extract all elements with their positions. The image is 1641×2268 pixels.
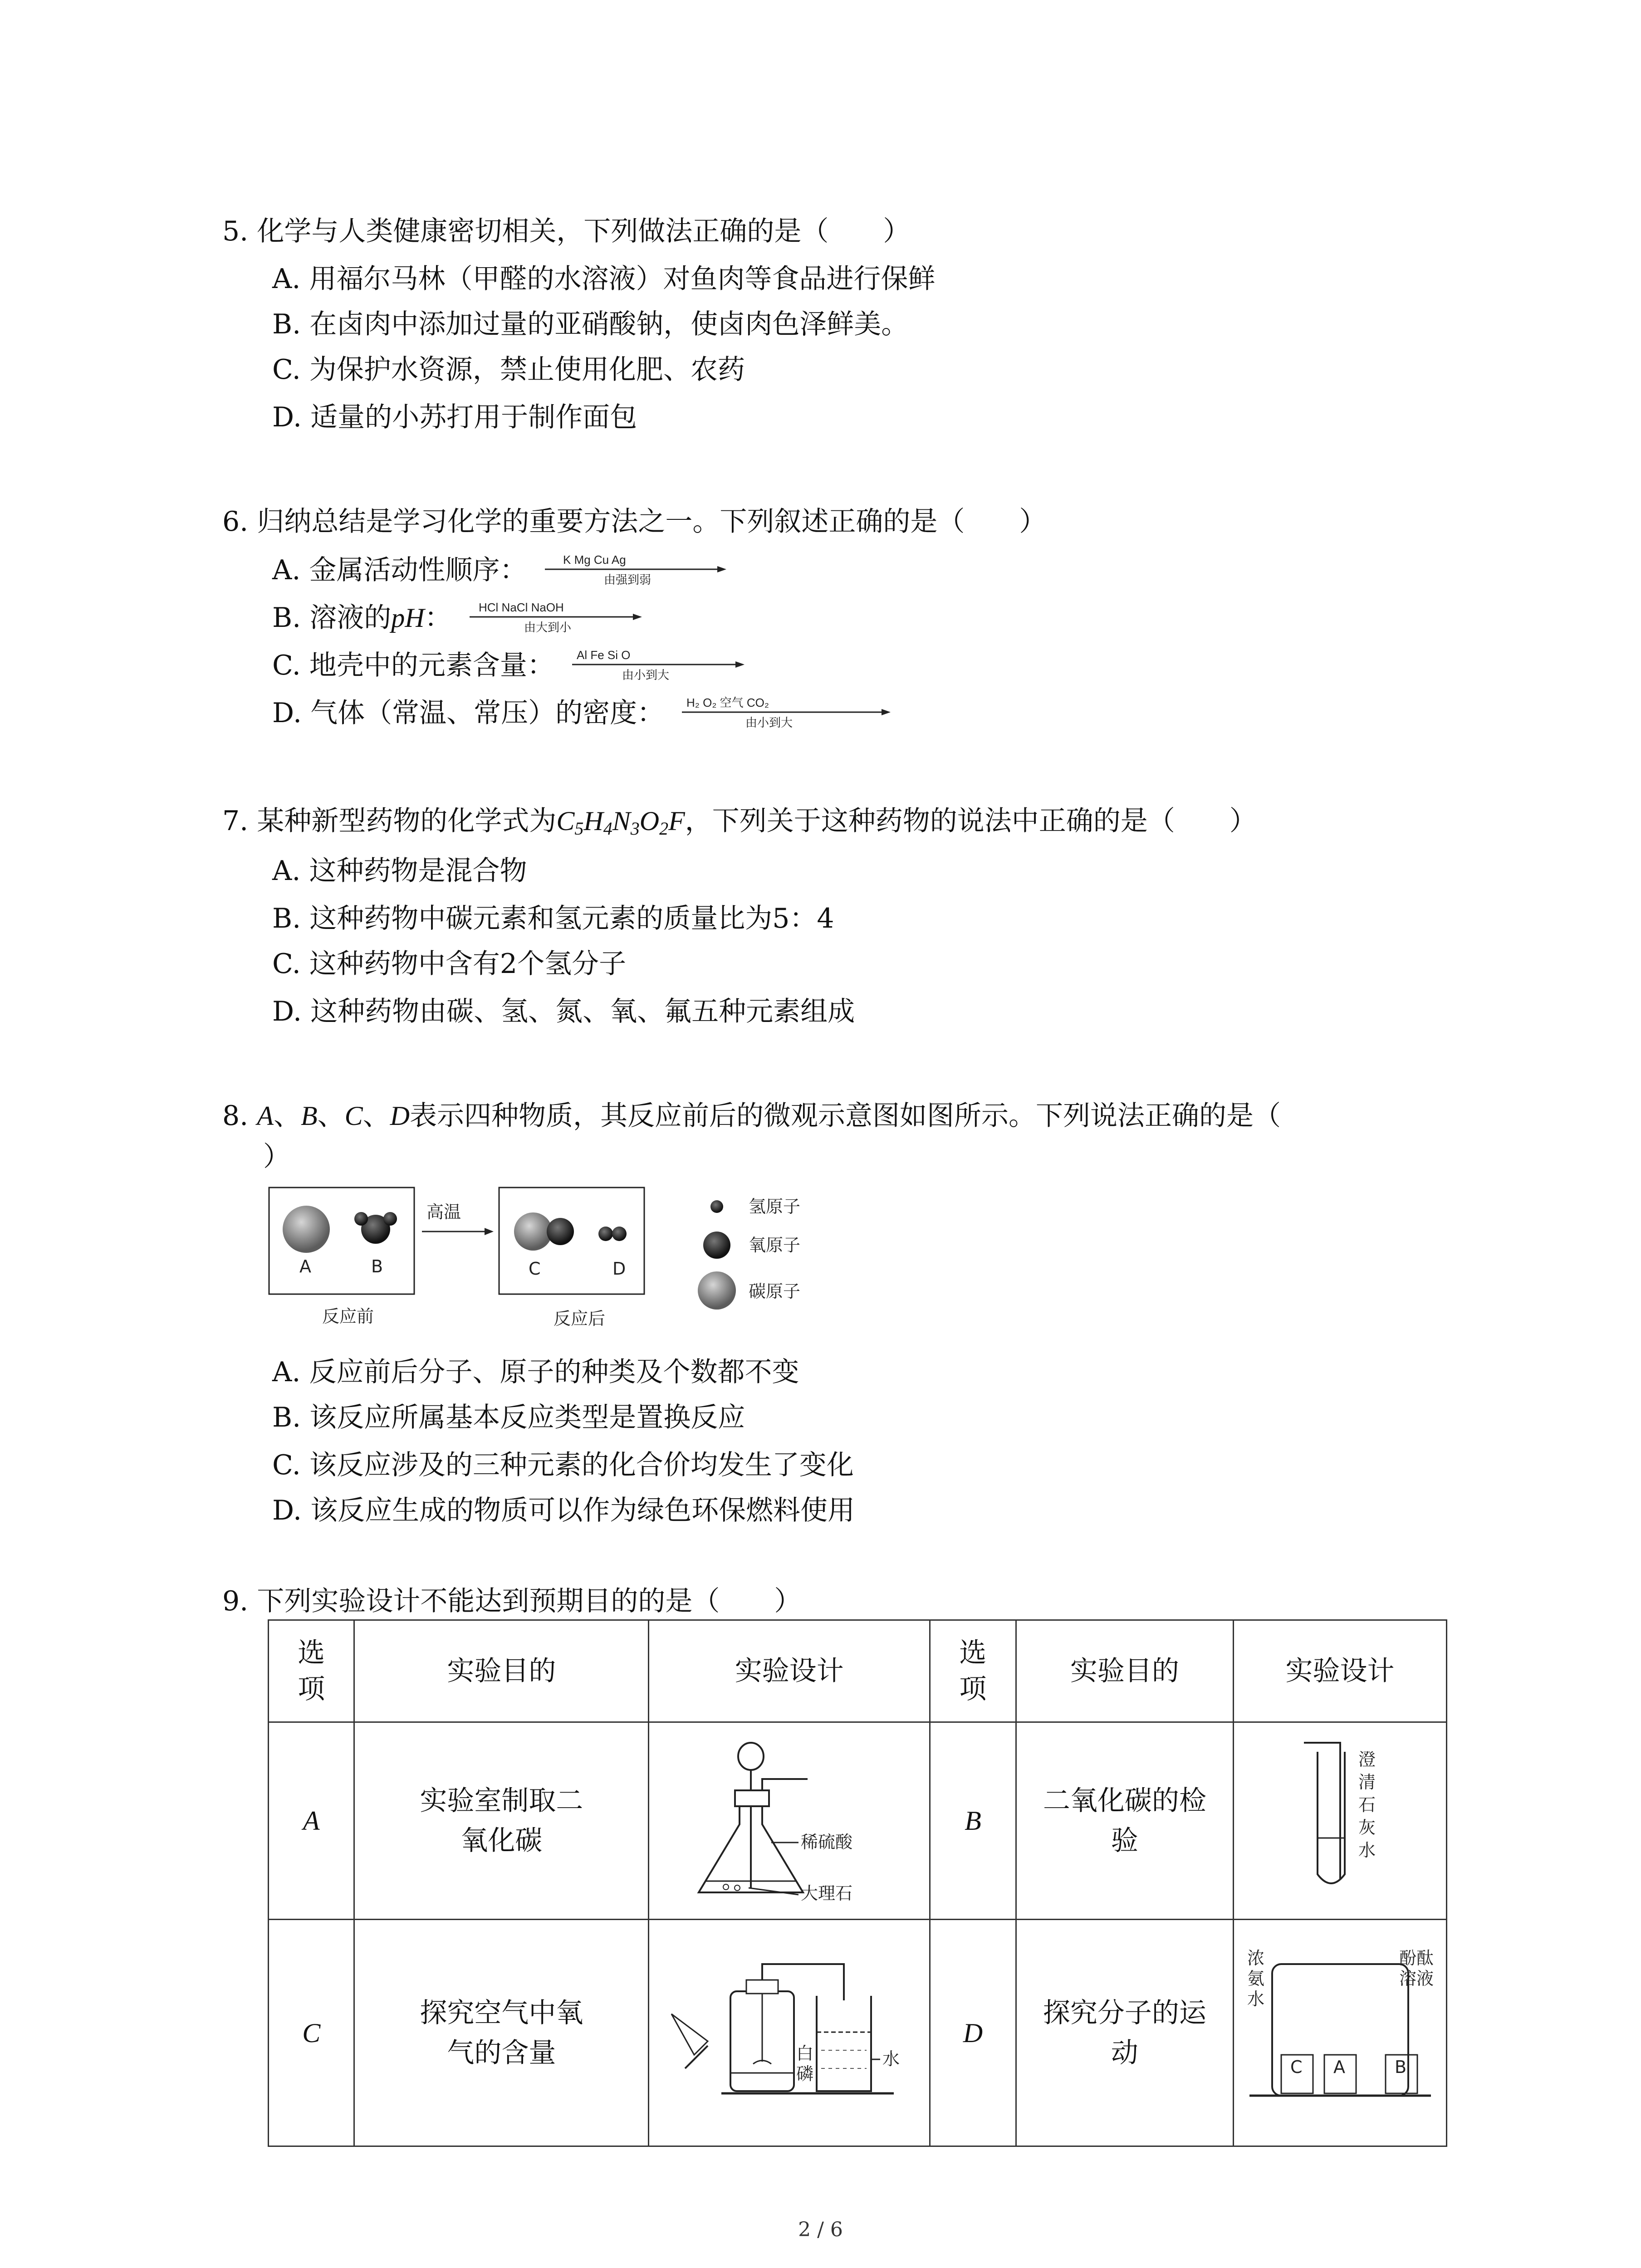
arrow-crust-elements	[563, 646, 754, 683]
q7-stem-pre: 7. 某种新型药物的化学式为	[222, 805, 557, 837]
beaker-b: B	[1394, 2057, 1406, 2077]
q6-option-b-pre: B. 溶液的	[272, 602, 392, 634]
legend-carbon-icon	[698, 1271, 736, 1310]
q6-option-c	[272, 646, 754, 684]
label-after: 反应后	[554, 1309, 606, 1329]
reaction-condition: 高温	[426, 1202, 461, 1222]
hydrogen-atom-d1	[598, 1227, 613, 1241]
q6-option-a-text: A. 金属活动性顺序：	[272, 554, 527, 586]
header-goal-2: 实验目的	[1016, 1620, 1233, 1722]
q5-option-c: C. 为保护水资源，禁止使用化肥、农药	[272, 354, 745, 386]
oxygen-atom-c	[547, 1218, 574, 1245]
header-option-2: 选项	[930, 1620, 1016, 1722]
q6-option-b-post: ：	[424, 602, 452, 634]
beaker-c: C	[1290, 2057, 1303, 2077]
q7-stem	[222, 803, 1257, 847]
row-a-design	[649, 1722, 930, 1920]
header-goal-1: 实验目的	[354, 1620, 649, 1722]
q8-option-b: B. 该反应所属基本反应类型是置换反应	[272, 1402, 745, 1433]
arrow-a-top: K Mg Cu Ag	[563, 553, 626, 567]
legend-hydrogen: 氢原子	[749, 1197, 801, 1217]
table-row	[269, 1722, 1447, 1920]
label-ammonia: 浓氨水	[1247, 1948, 1264, 2009]
arrow-gas-density	[673, 694, 900, 730]
header-design-2: 实验设计	[1234, 1620, 1447, 1722]
row-d-design: 探究分子的运动	[1016, 1920, 1233, 2146]
legend-oxygen: 氧原子	[749, 1235, 801, 1255]
legend-hydrogen-icon	[710, 1200, 723, 1213]
arrow-b-top: HCl NaCl NaOH	[478, 601, 564, 614]
q8-reaction-figure	[268, 1186, 871, 1340]
q6-option-d-text: D. 气体（常温、常压）的密度：	[272, 697, 665, 729]
label-before: 反应前	[322, 1306, 374, 1326]
q8-option-a: A. 反应前后分子、原子的种类及个数都不变	[272, 1356, 799, 1388]
q8-a: A	[257, 1101, 274, 1131]
table-header-row	[269, 1620, 1447, 1722]
row-d-option: D	[930, 1920, 1016, 2146]
legend-oxygen-icon	[703, 1232, 730, 1259]
q7-formula: $C_5H_4N_3O_2F$	[556, 806, 685, 839]
row-b-design	[1234, 1722, 1447, 1920]
q6-stem: 6. 归纳总结是学习化学的重要方法之一。下列叙述正确的是（ ）	[222, 506, 1047, 538]
q8-stem: 8. A、B、C、D表示四种物质，其反应前后的微观示意图如图所示。下列说法正确的是（	[222, 1100, 1281, 1132]
co2-generator-flask-icon	[671, 1725, 907, 1906]
q6-option-c-text: C. 地壳中的元素含量：	[272, 650, 554, 681]
arrow-metal-activity	[536, 551, 735, 587]
q8-stem-post: 表示四种物质，其反应前后的微观示意图如图所示。下列说法正确的是（	[410, 1100, 1281, 1132]
carbon-atom-a	[283, 1206, 330, 1253]
q6-option-a	[272, 551, 735, 588]
label-limewater: 澄清石灰水	[1358, 1750, 1376, 1860]
row-c-option: C	[269, 1920, 354, 2146]
hydrogen-atom-d2	[612, 1227, 627, 1241]
arrow-solution-ph	[460, 599, 651, 635]
arrow-d-top: H₂ O₂ 空气 CO₂	[686, 696, 769, 709]
limewater-test-tube-icon	[1249, 1725, 1431, 1906]
page-number: 2 / 6	[798, 2218, 843, 2241]
arrow-d-bottom: 由小到大	[745, 716, 793, 729]
q7-option-c: C. 这种药物中含有2个氢分子	[272, 948, 627, 980]
q6-option-d	[272, 694, 900, 731]
hydrogen-atom-b2	[383, 1212, 397, 1226]
q8-d: D	[390, 1101, 410, 1131]
q7-stem-post: ，下列关于这种药物的说法中正确的是（ ）	[685, 805, 1257, 837]
arrow-b-bottom: 由大到小	[524, 621, 571, 634]
row-c-goal: 探究空气中氧气的含量	[354, 1920, 649, 2146]
oxygen-content-apparatus-icon	[658, 1937, 921, 2118]
q8-b: B	[300, 1101, 318, 1131]
label-b: B	[371, 1256, 383, 1276]
row-d-design-figure	[1234, 1920, 1447, 2146]
header-option-1: 选项	[269, 1620, 354, 1722]
q5-stem: 5. 化学与人类健康密切相关，下列做法正确的是（ ）	[222, 215, 911, 247]
row-a-goal: 实验室制取二氧化碳	[354, 1722, 649, 1920]
arrow-c-bottom: 由小到大	[622, 668, 670, 682]
legend-carbon: 碳原子	[749, 1281, 801, 1301]
label-acid: 稀硫酸	[800, 1832, 852, 1852]
molecule-motion-beakers-icon	[1240, 1937, 1440, 2118]
q8-option-c: C. 该反应涉及的三种元素的化合价均发生了变化	[272, 1449, 854, 1481]
q8-option-d: D. 该反应生成的物质可以作为绿色环保燃料使用	[272, 1495, 855, 1526]
q5-option-d: D. 适量的小苏打用于制作面包	[272, 401, 637, 433]
label-phosphorus: 白磷	[796, 2043, 813, 2084]
q9-stem: 9. 下列实验设计不能达到预期目的的是（ ）	[222, 1585, 802, 1617]
header-design-1: 实验设计	[649, 1620, 930, 1722]
q7-option-b: B. 这种药物中碳元素和氢元素的质量比为5：4	[272, 903, 834, 934]
q5-option-b: B. 在卤肉中添加过量的亚硝酸钠，使卤肉色泽鲜美。	[272, 308, 909, 340]
label-d: D	[612, 1259, 626, 1279]
q5-option-a: A. 用福尔马林（甲醛的水溶液）对鱼肉等食品进行保鲜	[272, 263, 936, 295]
arrow-c-top: Al Fe Si O	[577, 648, 631, 662]
row-a-option: A	[269, 1722, 354, 1920]
hydrogen-atom-b1	[354, 1212, 368, 1226]
table-row	[269, 1920, 1447, 2146]
label-phenolphthalein: 酚酞溶液	[1399, 1948, 1434, 1989]
label-marble: 大理石	[800, 1883, 852, 1903]
q8-c: C	[344, 1101, 363, 1131]
row-b-goal: 二氧化碳的检验	[1016, 1722, 1233, 1920]
arrow-a-bottom: 由强到弱	[603, 573, 651, 587]
q7-option-d: D. 这种药物由碳、氢、氮、氧、氟五种元素组成	[272, 996, 855, 1027]
carbon-atom-c	[514, 1212, 552, 1251]
q8-stem-close: ）	[263, 1141, 290, 1173]
row-b-option: B	[930, 1722, 1016, 1920]
q6-option-b-ph: pH	[391, 603, 425, 633]
label-a: A	[299, 1256, 311, 1276]
experiment-table	[268, 1619, 1447, 2147]
label-c: C	[529, 1259, 541, 1279]
label-water: 水	[882, 2048, 900, 2069]
beaker-a: A	[1333, 2057, 1345, 2077]
row-c-design	[649, 1920, 930, 2146]
q6-option-b	[272, 599, 651, 636]
q7-option-a: A. 这种药物是混合物	[272, 855, 527, 887]
